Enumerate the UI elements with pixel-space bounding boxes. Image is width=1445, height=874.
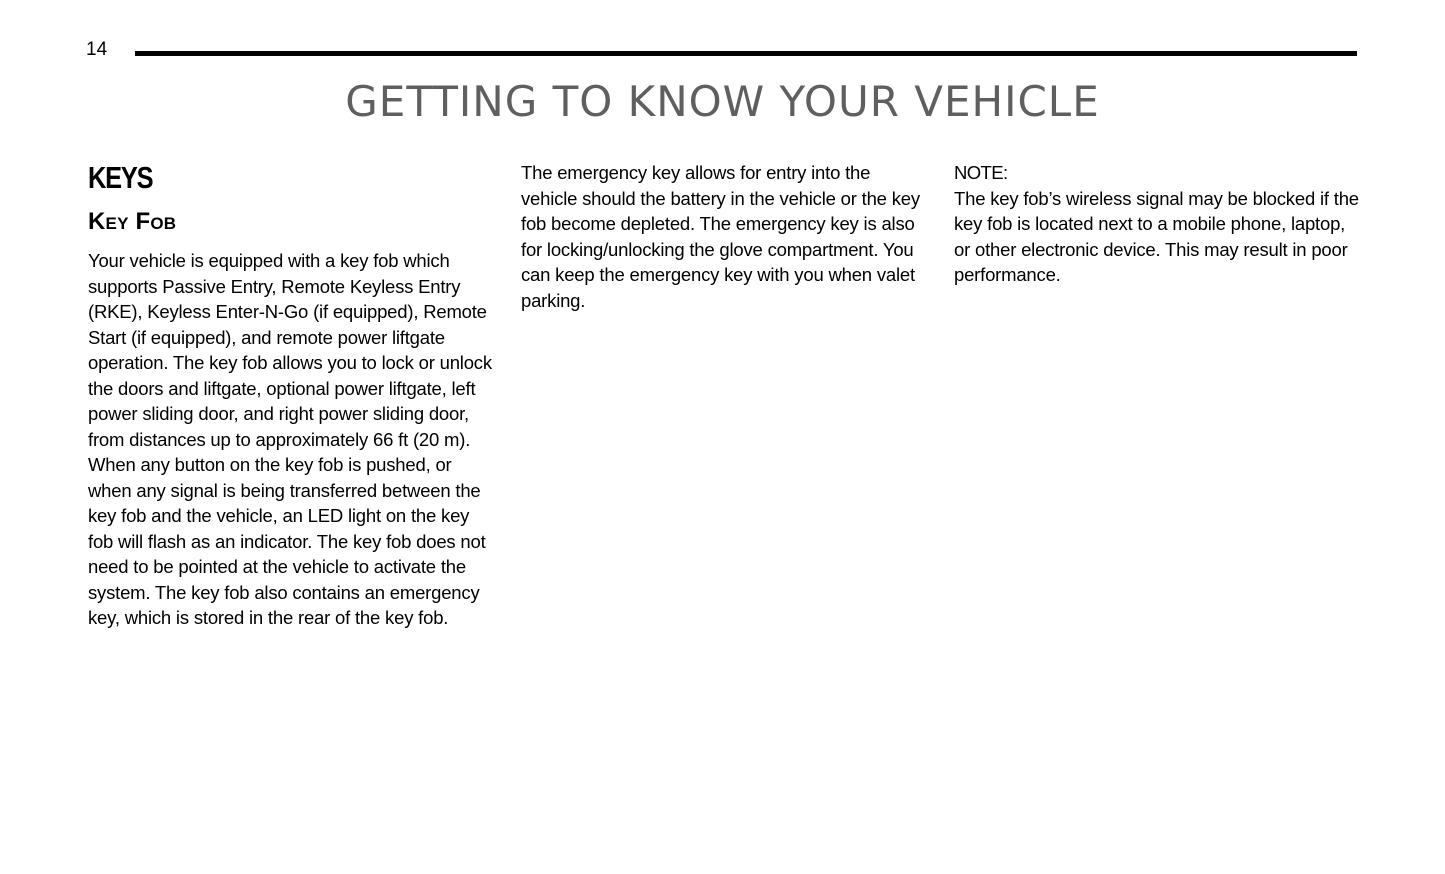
sub-heading-key-fob: Key Fob <box>88 208 177 235</box>
note-label: NOTE: <box>954 162 1008 183</box>
left-column <box>88 160 498 631</box>
page-number: 14 <box>86 39 108 60</box>
middle-column <box>521 160 931 313</box>
section-heading-keys: KEYS <box>88 160 153 195</box>
chapter-title: GETTING TO KNOW YOUR VEHICLE <box>345 77 1100 126</box>
key-fob-paragraph: Your vehicle is equipped with a key fob which supports Passive Entry, Remote Keyless Entry (RKE), Keyless Enter-N-Go (if equipped), Remote Start (if equipped), and remote power liftgate operation. The key fob allows you to lock or unlock the doors and liftgate, optional power liftgate, left power sliding door, and right power sliding door, from distances up to approximately 66 ft (20 m). When any button on the key fob is pushed, or when any signal is being transferred between the key fob and the vehicle, an LED light on the key fob will flash as an indicator. The key fob does not need to be pointed at the vehicle to activate the system. The key fob also contains an emergency key, which is stored in the rear of the key fob. <box>88 250 492 628</box>
right-column <box>954 160 1364 288</box>
header-rule <box>135 51 1357 56</box>
note-text: The key fob’s wireless signal may be blocked if the key fob is located next to a mobile phone, laptop, or other electronic device. This may result in poor performance. <box>954 187 1359 285</box>
emergency-key-paragraph: The emergency key allows for entry into the vehicle should the battery in the vehicle or the key fob become depleted. The emergency key is also for locking/unlocking the glove compartment. You can keep the emergency key with you when valet parking. <box>521 162 920 311</box>
